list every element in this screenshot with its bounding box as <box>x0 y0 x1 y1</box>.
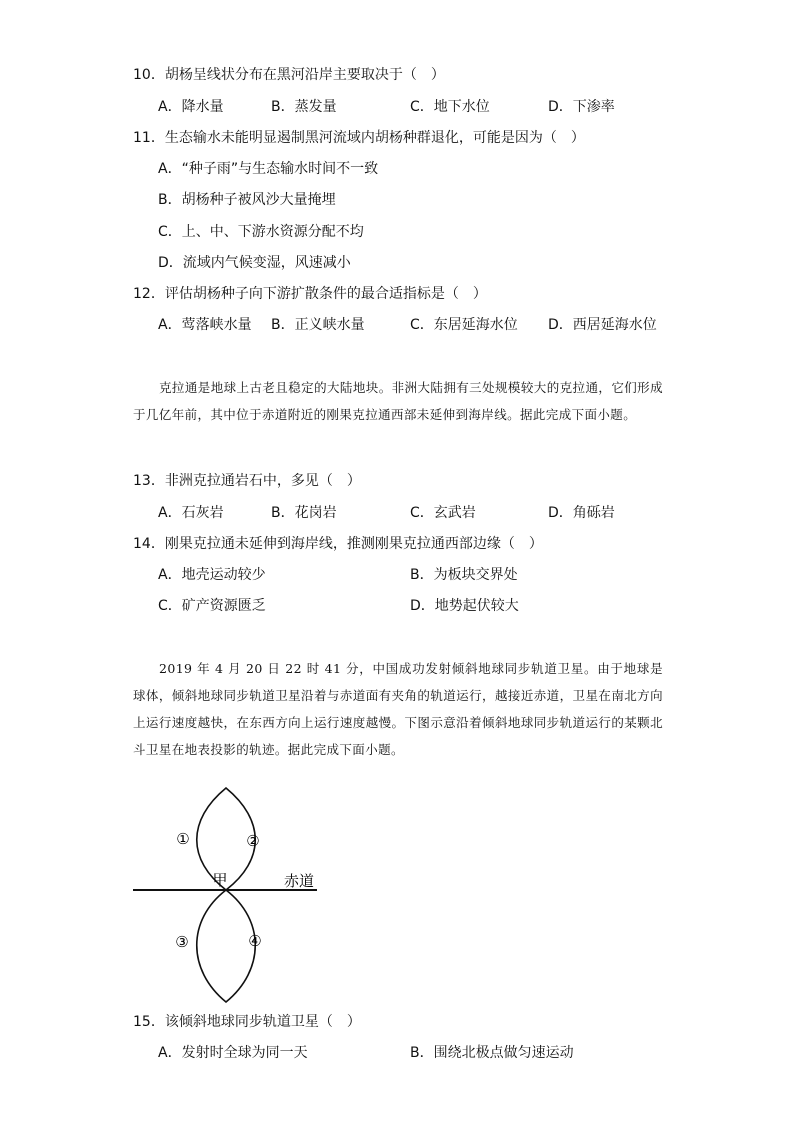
label-1: ① <box>176 830 190 848</box>
question-13-option-c[interactable]: C．玄武岩 <box>410 505 476 521</box>
question-15-option-b[interactable]: B．围绕北极点做匀速运动 <box>410 1045 574 1061</box>
question-10-stem: 10．胡杨呈线状分布在黑河沿岸主要取决于（ ） <box>133 67 445 83</box>
question-12-option-d[interactable]: D．西居延海水位 <box>548 317 657 333</box>
question-13-option-d[interactable]: D．角砾岩 <box>548 505 615 521</box>
label-4: ④ <box>248 932 262 950</box>
question-12-stem: 12．评估胡杨种子向下游扩散条件的最合适指标是（ ） <box>133 286 487 302</box>
question-11-option-a[interactable]: A．“种子雨”与生态输水时间不一致 <box>158 161 379 177</box>
question-12-option-c[interactable]: C．东居延海水位 <box>410 317 518 333</box>
label-3: ③ <box>175 933 189 951</box>
question-10-option-b[interactable]: B．蒸发量 <box>271 99 337 115</box>
question-14-option-a[interactable]: A．地壳运动较少 <box>158 567 266 583</box>
satellite-track-diagram <box>125 780 335 1020</box>
question-13-stem: 13．非洲克拉通岩石中，多见（ ） <box>133 473 361 489</box>
question-11-option-c[interactable]: C．上、中、下游水资源分配不均 <box>158 224 364 240</box>
question-12-option-a[interactable]: A．莺落峡水量 <box>158 317 252 333</box>
question-11-option-d[interactable]: D．流域内气候变湿，风速减小 <box>158 255 351 271</box>
question-11-stem: 11．生态输水未能明显遏制黑河流域内胡杨种群退化，可能是因为（ ） <box>133 130 585 146</box>
label-equator: 赤道 <box>283 872 315 890</box>
label-jia: 甲 <box>212 871 228 889</box>
question-11-option-b[interactable]: B．胡杨种子被风沙大量掩埋 <box>158 192 336 208</box>
label-2: ② <box>246 832 260 850</box>
passage-craton: 克拉通是地球上古老且稳定的大陆地块。非洲大陆拥有三处规模较大的克拉通，它们形成于几亿年前，其中位于赤道附近的刚果克拉通西部未延伸到海岸线。据此完成下面小题。 <box>133 380 663 422</box>
question-10-option-d[interactable]: D．下渗率 <box>548 99 615 115</box>
question-13-option-a[interactable]: A．石灰岩 <box>158 505 224 521</box>
southern-track-loop <box>197 890 256 1002</box>
question-13-option-b[interactable]: B．花岗岩 <box>271 505 337 521</box>
question-10-option-a[interactable]: A．降水量 <box>158 99 224 115</box>
question-12-option-b[interactable]: B．正义峡水量 <box>271 317 365 333</box>
passage-satellite: 2019 年 4 月 20 日 22 时 41 分，中国成功发射倾斜地球同步轨道卫星。由于地球是球体，倾斜地球同步轨道卫星沿着与赤道面有夹角的轨道运行，越接近赤道，卫星在南北方向上运行速度越快，在东西方向上运行速度越慢。下图示意沿着倾斜地球同步轨道运行的某颗北斗卫星在地表投影的轨迹。据此完成下面小题。 <box>133 661 663 757</box>
question-15-stem: 15．该倾斜地球同步轨道卫星（ ） <box>133 1014 361 1030</box>
question-14-option-b[interactable]: B．为板块交界处 <box>410 567 518 583</box>
question-14-option-c[interactable]: C．矿产资源匮乏 <box>158 598 266 614</box>
question-10-option-c[interactable]: C．地下水位 <box>410 99 490 115</box>
question-15-option-a[interactable]: A．发射时全球为同一天 <box>158 1045 308 1061</box>
question-14-option-d[interactable]: D．地势起伏较大 <box>410 598 519 614</box>
question-14-stem: 14．刚果克拉通未延伸到海岸线，推测刚果克拉通西部边缘（ ） <box>133 536 543 552</box>
